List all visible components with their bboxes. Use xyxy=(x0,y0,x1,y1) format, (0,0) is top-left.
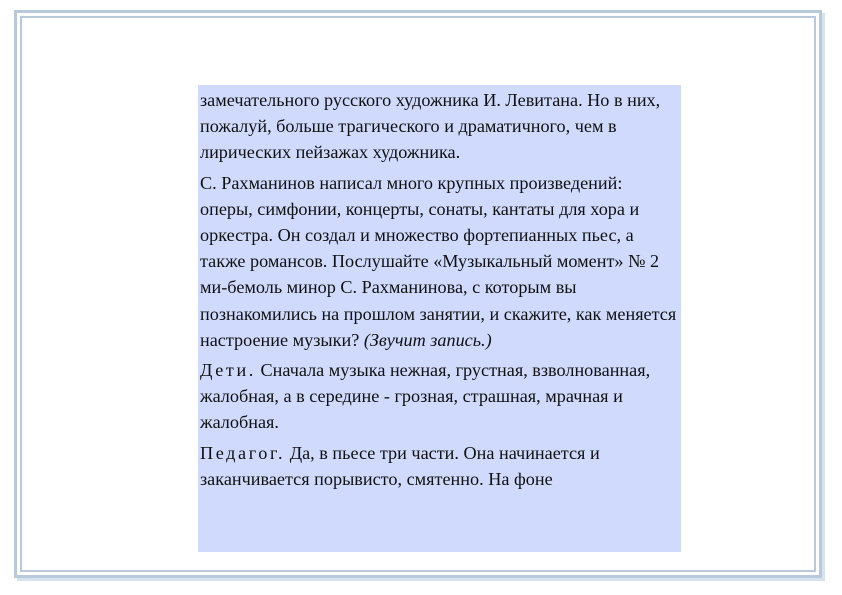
paragraph-levitan xyxy=(200,87,679,166)
paragraph-children xyxy=(200,357,679,436)
text-block xyxy=(198,85,681,552)
paragraph-teacher xyxy=(200,440,679,492)
stage-direction: (Звучит запись.) xyxy=(363,329,492,350)
speaker-label: Дети. xyxy=(200,360,256,381)
paragraph-text: Да, в пьесе три части. Она начинается и заканчивается порывисто, смятенно. На фоне xyxy=(200,442,600,489)
paragraph-rachmaninov xyxy=(200,170,679,353)
paragraph-text: замечательного русского художника И. Левитана. Но в них, пожалуй, больше трагического и драматичного, чем в лирических пейзажах художника. xyxy=(200,90,661,163)
paragraph-text: Сначала музыка нежная, грустная, взволнованная, жалобная, а в середине - грозная, страшная, мрачная и жалобная. xyxy=(200,360,651,433)
speaker-label: Педагог. xyxy=(200,442,286,463)
paragraph-text: С. Рахманинов написал много крупных произведений: оперы, симфонии, концерты, сонаты, кантаты для хора и оркестра. Он создал и множество фортепианных пьес, а также романсов. Послушайте «Музыкальный момент» № 2 ми-бемоль минор С. Рахманинова, с которым вы познакомились на прошлом занятии, и скажите, как меняется настроение музыки? xyxy=(200,172,677,350)
